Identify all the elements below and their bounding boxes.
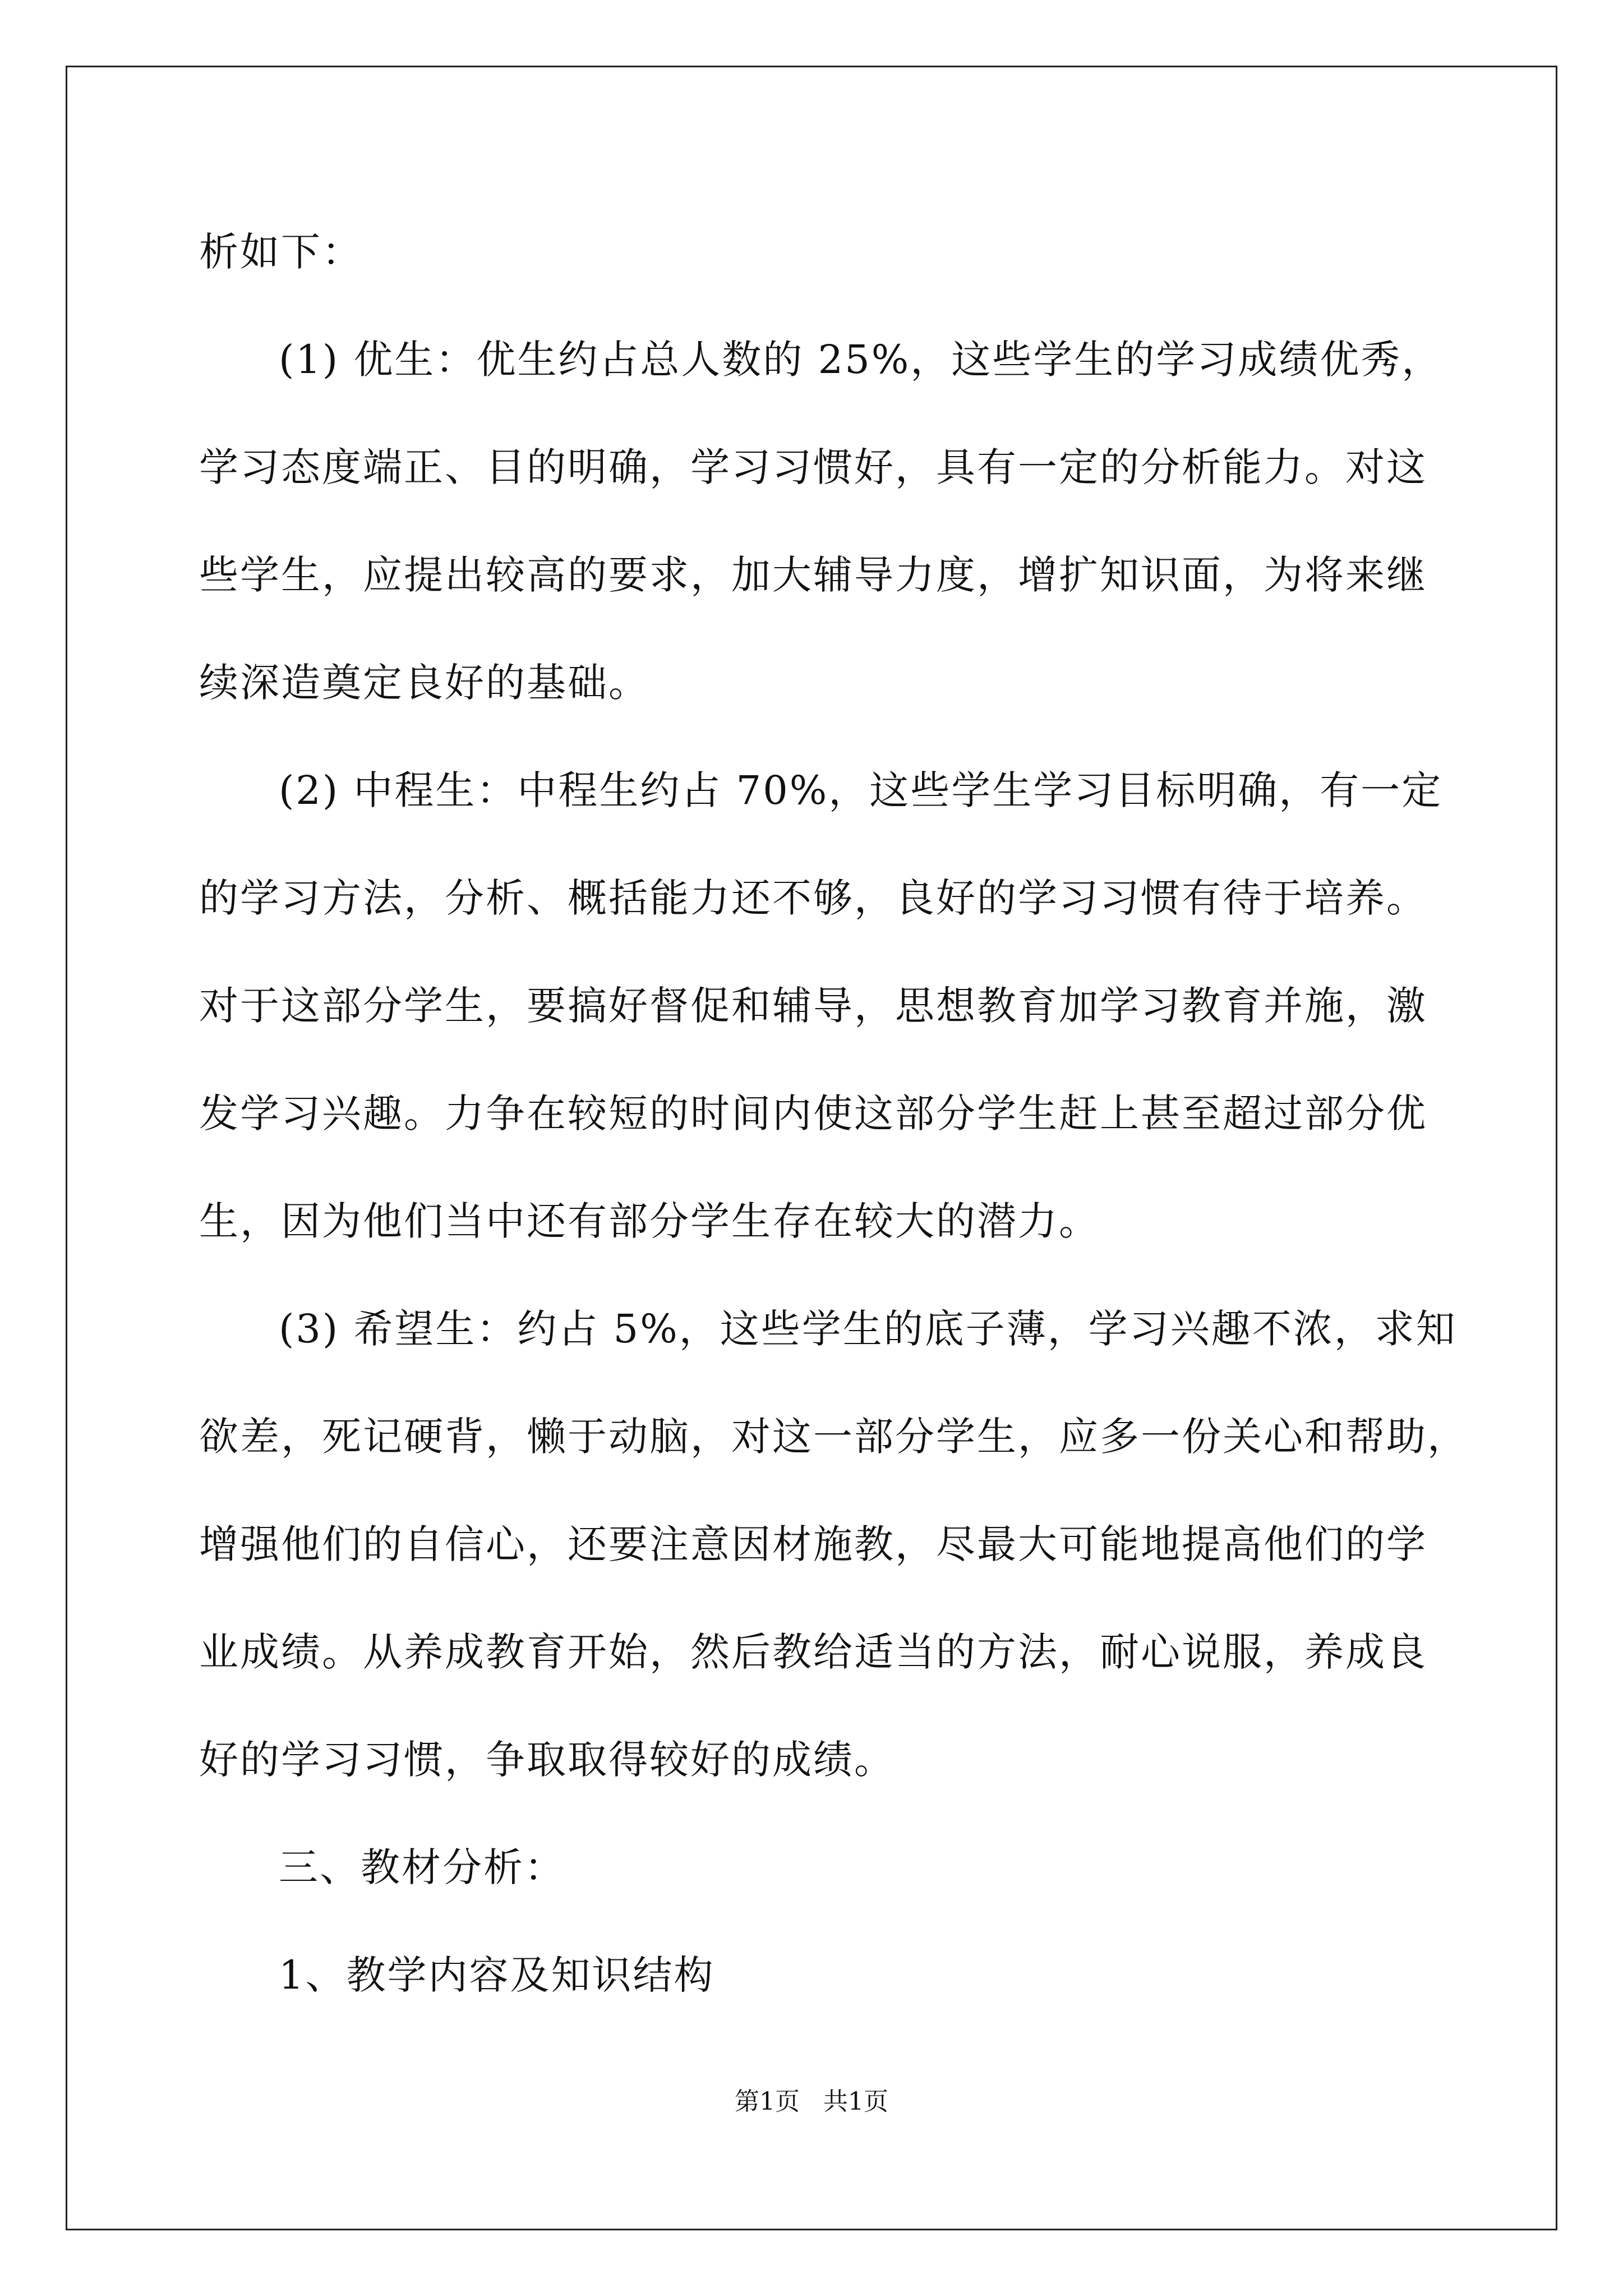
text-line: (3) 希望生：约占 5%，这些学生的底子薄，学习兴趣不浓，求知 [279,1306,1457,1352]
section-heading: 三、教材分析： [279,1844,565,1890]
text-line: 业成绩。从养成教育开始，然后教给适当的方法，耐心说服，养成良 [199,1629,1427,1675]
page-border [66,66,1557,2230]
text-line: 学习态度端正、目的明确，学习习惯好，具有一定的分析能力。对这 [199,444,1427,490]
text-line: (2) 中程生：中程生约占 70%，这些学生学习目标明确，有一定 [279,767,1443,813]
text-line: 续深造奠定良好的基础。 [199,660,649,706]
text-line: 析如下： [199,229,363,275]
text-line: 的学习方法，分析、概括能力还不够，良好的学习习惯有待于培养。 [199,875,1427,921]
text-line: 增强他们的自信心，还要注意因材施教，尽最大可能地提高他们的学 [199,1521,1427,1567]
text-line: 生，因为他们当中还有部分学生存在较大的潜力。 [199,1198,1100,1244]
text-line: 发学习兴趣。力争在较短的时间内使这部分学生赶上甚至超过部分优 [199,1091,1427,1137]
text-line: 欲差，死记硬背，懒于动脑，对这一部分学生，应多一份关心和帮助， [199,1414,1468,1460]
subsection-heading: 1、教学内容及知识结构 [279,1952,715,1998]
text-line: 好的学习习惯，争取取得较好的成绩。 [199,1737,895,1783]
text-line: 些学生，应提出较高的要求，加大辅导力度，增扩知识面，为将来继 [199,552,1427,598]
text-line: 对于这部分学生，要搞好督促和辅导，思想教育加学习教育并施，激 [199,983,1427,1029]
text-line: (1) 优生：优生约占总人数的 25%，这些学生的学习成绩优秀， [279,337,1443,383]
page-number-footer: 第1页 共1页 [735,2087,888,2116]
